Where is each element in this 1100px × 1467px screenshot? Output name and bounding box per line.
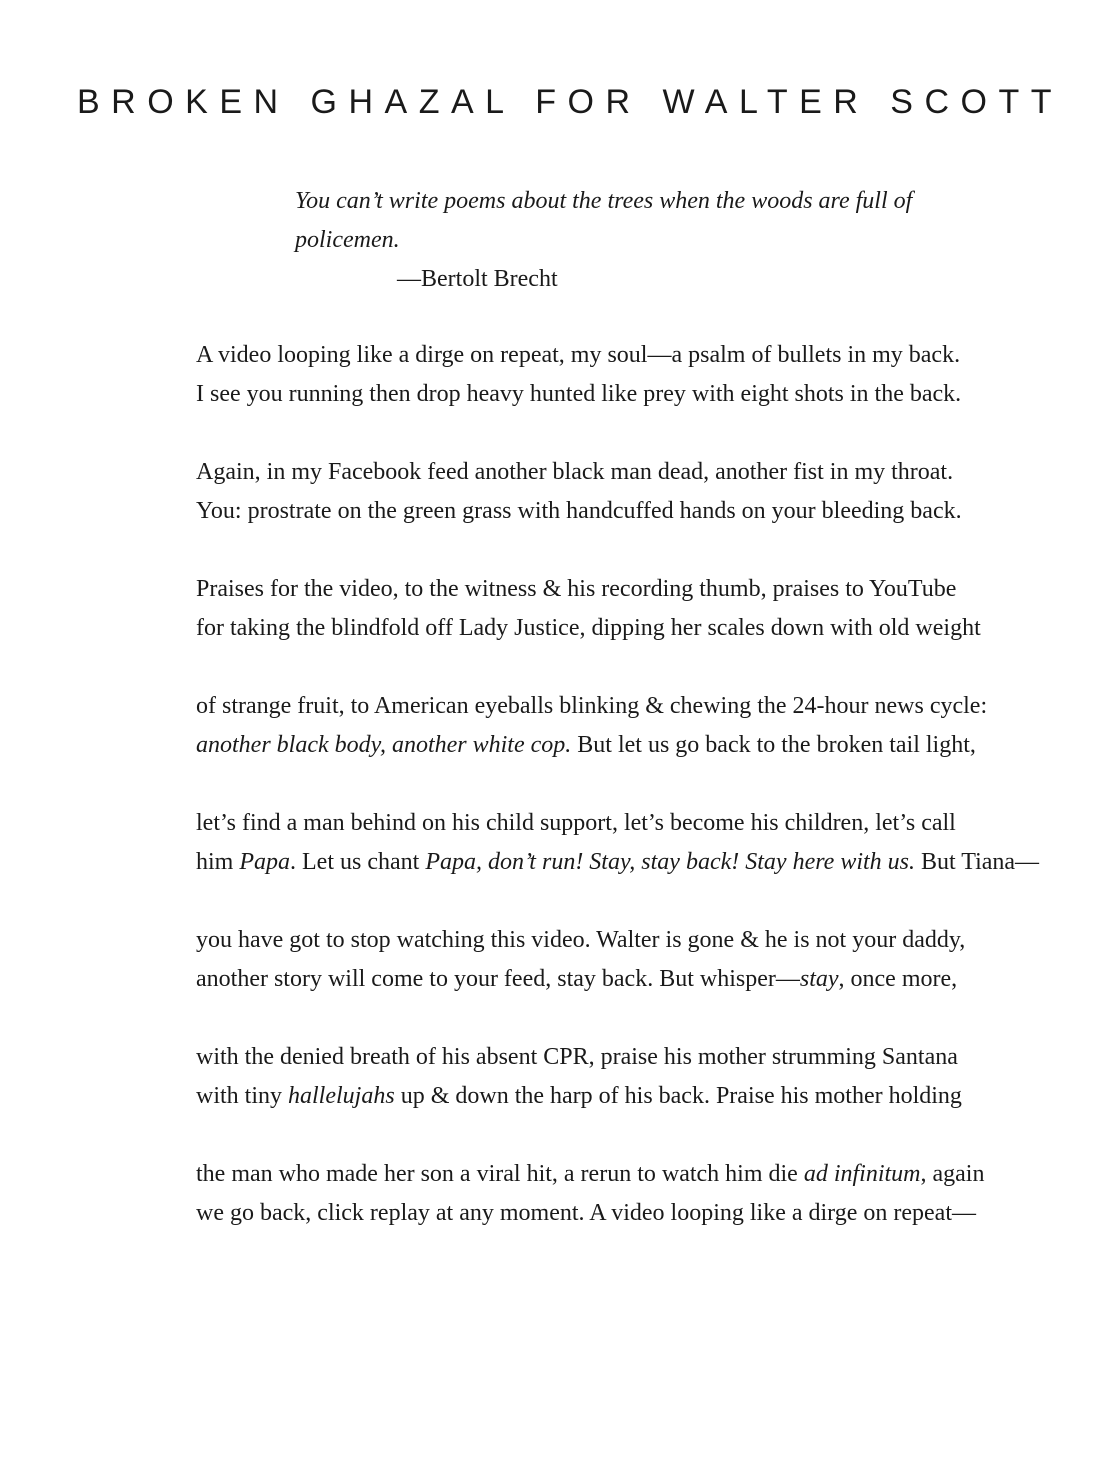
line-text: up & down the harp of his back. Praise his mother holding bbox=[394, 1083, 962, 1109]
italic-phrase: hallelujahs bbox=[288, 1083, 395, 1109]
italic-phrase: ad infinitum bbox=[803, 1161, 921, 1187]
couplet-line bbox=[196, 1077, 1076, 1116]
line-text: another story will come to your feed, stay back. But whisper— bbox=[196, 966, 800, 992]
couplet-5 bbox=[196, 804, 1076, 882]
couplet-line: I see you running then drop heavy hunted like prey with eight shots in the back. bbox=[196, 381, 962, 407]
couplet-2 bbox=[196, 453, 1076, 531]
epigraph bbox=[295, 182, 935, 299]
line-text: , again bbox=[920, 1161, 985, 1187]
couplet-line: A video looping like a dirge on repeat, my soul—a psalm of bullets in my back. bbox=[196, 342, 961, 368]
italic-phrase: Papa bbox=[239, 849, 291, 875]
line-text: But Tiana— bbox=[915, 849, 1040, 875]
couplet-line bbox=[196, 843, 1076, 882]
line-text: , once more, bbox=[838, 966, 958, 992]
couplet-line: with the denied breath of his absent CPR, praise his mother strumming Santana bbox=[196, 1044, 958, 1070]
poem-title: BROKEN GHAZAL FOR WALTER SCOTT bbox=[76, 83, 1064, 121]
couplet-line: You: prostrate on the green grass with handcuffed hands on your bleeding back. bbox=[196, 498, 962, 524]
epigraph-quote-line-1: You can’t write poems about the trees when the woods are full of bbox=[295, 188, 913, 214]
couplet-line: Praises for the video, to the witness & his recording thumb, praises to YouTube bbox=[196, 576, 957, 602]
couplet-line: of strange fruit, to American eyeballs blinking & chewing the 24-hour news cycle: bbox=[196, 693, 988, 719]
couplet-line: you have got to stop watching this video. Walter is gone & he is not your daddy, bbox=[196, 927, 966, 953]
couplet-6 bbox=[196, 921, 1076, 999]
line-text: the man who made her son a viral hit, a rerun to watch him die bbox=[196, 1161, 804, 1187]
italic-phrase: Papa, don’t run! Stay, stay back! Stay here with us. bbox=[425, 849, 916, 875]
italic-phrase: another black body, another white cop. bbox=[196, 732, 572, 758]
couplet-line bbox=[196, 1155, 1076, 1194]
couplet-8 bbox=[196, 1155, 1076, 1233]
couplet-line: for taking the blindfold off Lady Justice, dipping her scales down with old weight bbox=[196, 615, 981, 641]
italic-phrase: stay bbox=[799, 966, 839, 992]
couplet-line bbox=[196, 960, 1076, 999]
couplet-3 bbox=[196, 570, 1076, 648]
poem-body bbox=[196, 336, 1076, 1272]
line-text: him bbox=[196, 849, 240, 875]
line-text: . Let us chant bbox=[290, 849, 426, 875]
couplet-line: Again, in my Facebook feed another black man dead, another fist in my throat. bbox=[196, 459, 954, 485]
line-text: with tiny bbox=[196, 1083, 289, 1109]
epigraph-attribution: —Bertolt Brecht bbox=[397, 266, 558, 292]
couplet-4 bbox=[196, 687, 1076, 765]
couplet-1 bbox=[196, 336, 1076, 414]
couplet-line: let’s find a man behind on his child support, let’s become his children, let’s call bbox=[196, 810, 956, 836]
line-text: But let us go back to the broken tail light, bbox=[571, 732, 976, 758]
couplet-line: we go back, click replay at any moment. A video looping like a dirge on repeat— bbox=[196, 1200, 976, 1226]
epigraph-quote-line-2: policemen. bbox=[295, 227, 400, 253]
couplet-7 bbox=[196, 1038, 1076, 1116]
couplet-line bbox=[196, 726, 1076, 765]
